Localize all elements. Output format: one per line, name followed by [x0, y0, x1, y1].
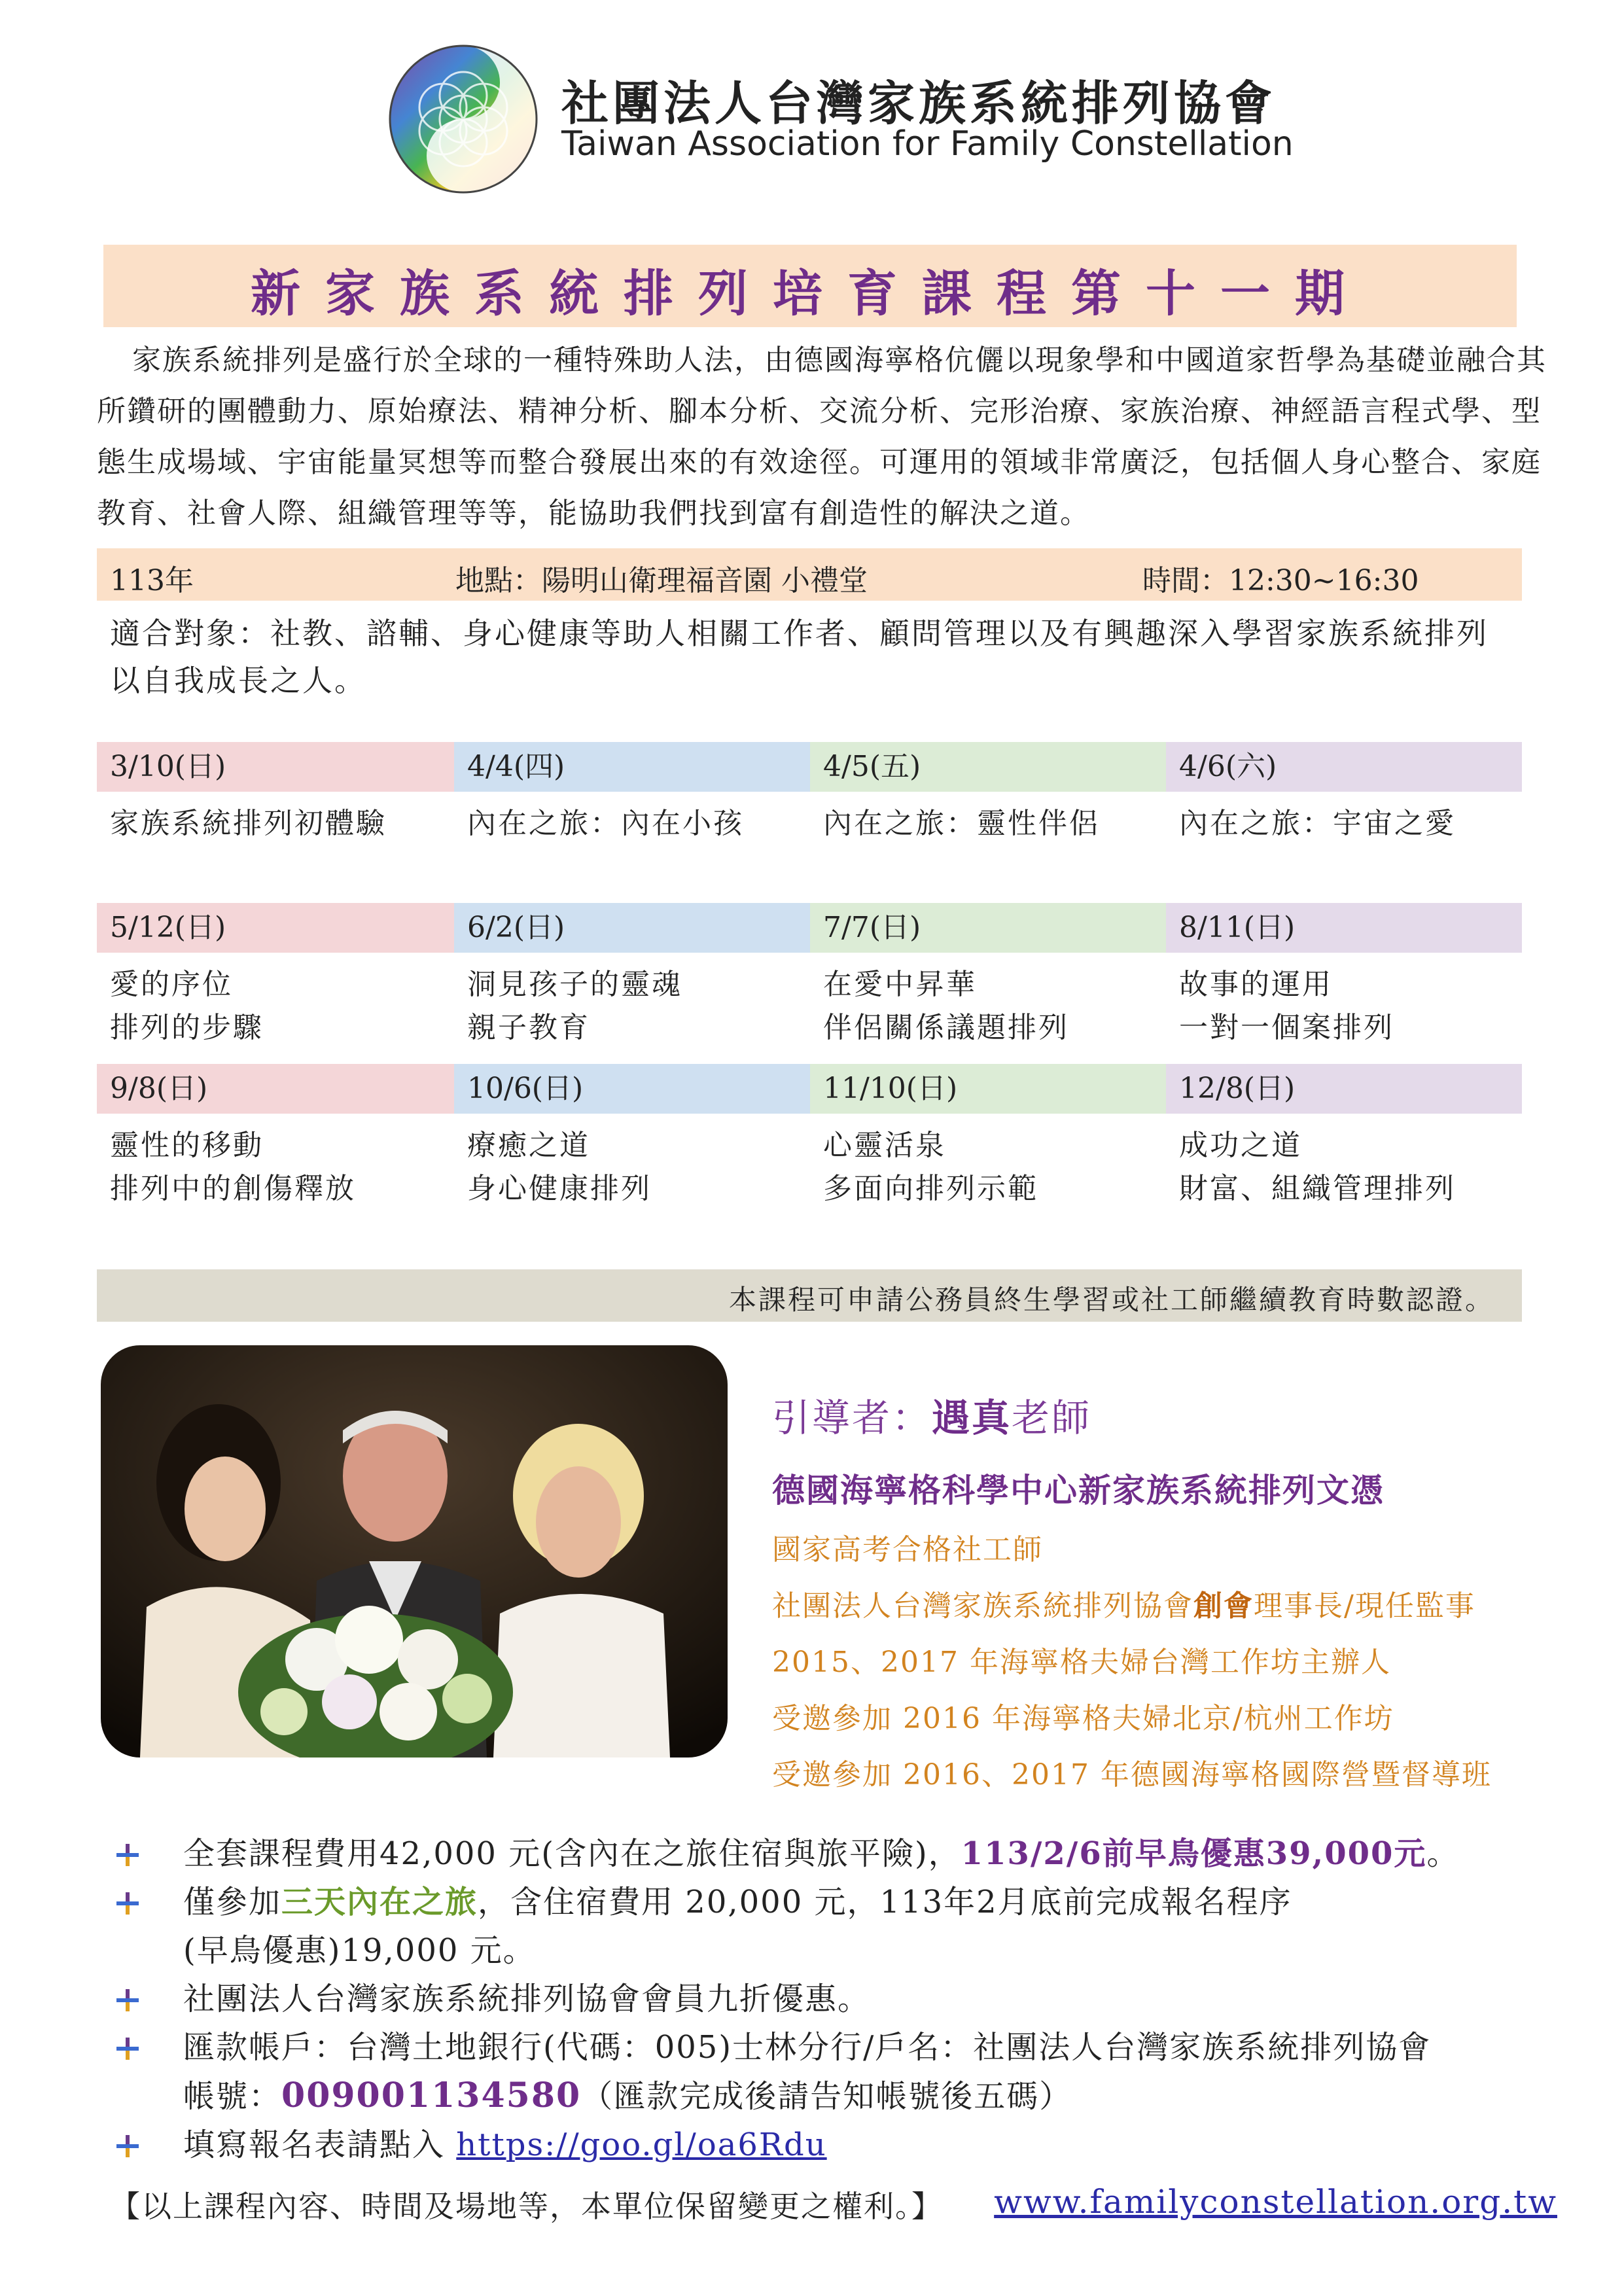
session-topic [1166, 1124, 1522, 1210]
list-item [110, 2121, 1569, 2169]
info-year: 113年 [110, 564, 194, 597]
session-date: 4/4(四) [454, 742, 810, 792]
session-topic-line: 療癒之道 [467, 1129, 590, 1162]
fee-text: 全套課程費用42,000 元(含內在之旅住宿與旅平險)， [183, 1835, 961, 1872]
instructor-credential [772, 1582, 1557, 1624]
account-note: （匯款完成後請告知帳號後五碼） [581, 2078, 1072, 2115]
session-topic-line: 排列的步驟 [110, 1011, 264, 1044]
fee-text-end: 。 [1426, 1835, 1460, 1872]
list-item-continuation [110, 1926, 1569, 1975]
list-item [110, 1878, 1569, 1926]
credential-part: 社團法人台灣家族系統排列協會 [772, 1589, 1193, 1623]
session-date: 8/11(日) [1166, 903, 1522, 953]
certification-note: 本課程可申請公務員終生學習或社工師繼續教育時數認證。 [728, 1284, 1494, 1316]
session-date: 11/10(日) [810, 1064, 1166, 1114]
session-topic [454, 802, 810, 845]
bullet-plus-icon [116, 2135, 139, 2157]
instructor-credential: 受邀參加 2016 年海寧格夫婦北京/杭州工作坊 [772, 1702, 1394, 1735]
list-item [110, 1829, 1569, 1878]
session-topic-line: 一對一個案排列 [1179, 1011, 1394, 1044]
session-topic-line: 成功之道 [1179, 1129, 1302, 1162]
credential-part: 理事長/現任監事 [1254, 1589, 1475, 1623]
footer [110, 2183, 1569, 2226]
flower-of-life-logo [385, 41, 542, 198]
session-date: 3/10(日) [97, 742, 454, 792]
session-topic-line: 身心健康排列 [467, 1172, 652, 1205]
list-item [110, 1975, 1569, 2023]
session-date: 4/6(六) [1166, 742, 1522, 792]
session-date: 5/12(日) [97, 903, 454, 953]
session-topic-line: 多面向排列示範 [823, 1172, 1038, 1205]
session-topic [1166, 802, 1522, 845]
org-name-en: Taiwan Association for Family Constellation [561, 124, 1294, 164]
session-topic-line: 家族系統排列初體驗 [110, 807, 387, 840]
session-topic [810, 802, 1166, 845]
session-topic-line: 財富、組織管理排列 [1179, 1172, 1456, 1205]
session-date: 9/8(日) [97, 1064, 454, 1114]
session-date: 4/5(五) [810, 742, 1166, 792]
fee-text: (早鳥優惠)19,000 元。 [183, 1932, 536, 1969]
bank-info: 匯款帳戶：台灣土地銀行(代碼：005)士林分行/戶名：社團法人台灣家族系統排列協會 [183, 2029, 1432, 2066]
instructor-photo [101, 1345, 728, 1757]
list-item [110, 2023, 1569, 2072]
website-link[interactable]: www.familyconstellation.org.tw [994, 2183, 1557, 2221]
instructor-credential: 國家高考合格社工師 [772, 1533, 1043, 1566]
session-topic-line: 伴侶關係議題排列 [823, 1011, 1069, 1044]
session-topic-line: 內在之旅：內在小孩 [467, 807, 744, 840]
session-topic [97, 1124, 454, 1210]
intro-text: 家族系統排列是盛行於全球的一種特殊助人法，由德國海寧格伉儷以現象學和中國道家哲學為基礎並融合其所鑽研的團體動力、原始療法、精神分析、腳本分析、交流分析、完形治療、家族治療、神經語言程式學、型態生成場域、宇宙能量冥想等而整合發展出來的有效途徑。可運用的領域非常廣泛，包括個人身心整合、家庭教育、社會人際、組織管理等等，能協助我們找到富有創造性的解決之道。 [97, 344, 1547, 530]
signup-text: 填寫報名表請點入 [183, 2127, 457, 2163]
target-audience: 適合對象：社教、諮輔、身心健康等助人相關工作者、顧問管理以及有興趣深入學習家族系統排列以自我成長之人。 [110, 616, 1489, 698]
session-date: 12/8(日) [1166, 1064, 1522, 1114]
session-topic-line: 洞見孩子的靈魂 [467, 968, 682, 1001]
bullet-plus-icon [116, 1892, 139, 1915]
session-topic-line: 親子教育 [467, 1011, 590, 1044]
session-topic [454, 1124, 810, 1210]
certification-note-bar [97, 1269, 1522, 1322]
fee-text: 僅參加 [183, 1884, 282, 1920]
session-topic-line: 心靈活泉 [823, 1129, 946, 1162]
instructor-info [772, 1387, 1557, 1793]
course-title: 新家族系統排列培育課程第十一期 [251, 264, 1369, 323]
fee-text: ，含住宿費用 20,000 元，113年2月底前完成報名程序 [478, 1884, 1292, 1920]
session-topic [810, 1124, 1166, 1210]
bullet-plus-icon [116, 2038, 139, 2060]
info-bar [97, 548, 1522, 601]
instructor-certificate: 德國海寧格科學中心新家族系統排列文憑 [772, 1471, 1385, 1510]
org-name-zh: 社團法人台灣家族系統排列協會 [561, 76, 1277, 131]
inner-journey-highlight: 三天內在之旅 [281, 1884, 478, 1920]
session-topic [97, 802, 454, 845]
member-discount: 社團法人台灣家族系統排列協會會員九折優惠。 [183, 1981, 871, 2017]
instructor-credential: 受邀參加 2016、2017 年德國海寧格國際營暨督導班 [772, 1758, 1492, 1792]
session-topic-line: 故事的運用 [1179, 968, 1333, 1001]
instructor-suffix: 老師 [1012, 1396, 1092, 1440]
session-date: 6/2(日) [454, 903, 810, 953]
instructor-name: 遇真 [932, 1396, 1012, 1440]
session-topic-line: 靈性的移動 [110, 1129, 264, 1162]
session-date: 7/7(日) [810, 903, 1166, 953]
session-topic [810, 963, 1166, 1050]
info-time: 時間：12:30~16:30 [1142, 564, 1419, 597]
session-topic-line: 排列中的創傷釋放 [110, 1172, 356, 1205]
info-location: 地點：陽明山衛理福音園 小禮堂 [455, 564, 868, 597]
fee-info-list [110, 1829, 1569, 2169]
session-topic [97, 963, 454, 1050]
account-label: 帳號： [183, 2078, 282, 2115]
instructor-label: 引導者： [772, 1396, 932, 1440]
early-bird-price: 113/2/6前早鳥優惠39,000元 [961, 1835, 1427, 1872]
session-topic-line: 內在之旅：宇宙之愛 [1179, 807, 1456, 840]
disclaimer: 【以上課程內容、時間及場地等，本單位保留變更之權利。】 [110, 2189, 943, 2224]
session-topic-line: 愛的序位 [110, 968, 233, 1001]
session-topic-line: 內在之旅：靈性伴侶 [823, 807, 1100, 840]
session-date: 10/6(日) [454, 1064, 810, 1114]
session-topic [454, 963, 810, 1050]
bullet-plus-icon [116, 1989, 139, 2011]
list-item-continuation [110, 2072, 1569, 2121]
account-number: 009001134580 [281, 2075, 582, 2115]
session-topic-line: 在愛中昇華 [823, 968, 977, 1001]
signup-link[interactable]: https://goo.gl/oa6Rdu [456, 2127, 827, 2163]
intro-paragraph [97, 335, 1556, 539]
instructor-title [772, 1387, 1557, 1442]
instructor-credential: 2015、2017 年海寧格夫婦台灣工作坊主辦人 [772, 1646, 1391, 1679]
session-topic [1166, 963, 1522, 1050]
credential-highlight: 創會 [1193, 1589, 1254, 1623]
bullet-plus-icon [116, 1844, 139, 1866]
